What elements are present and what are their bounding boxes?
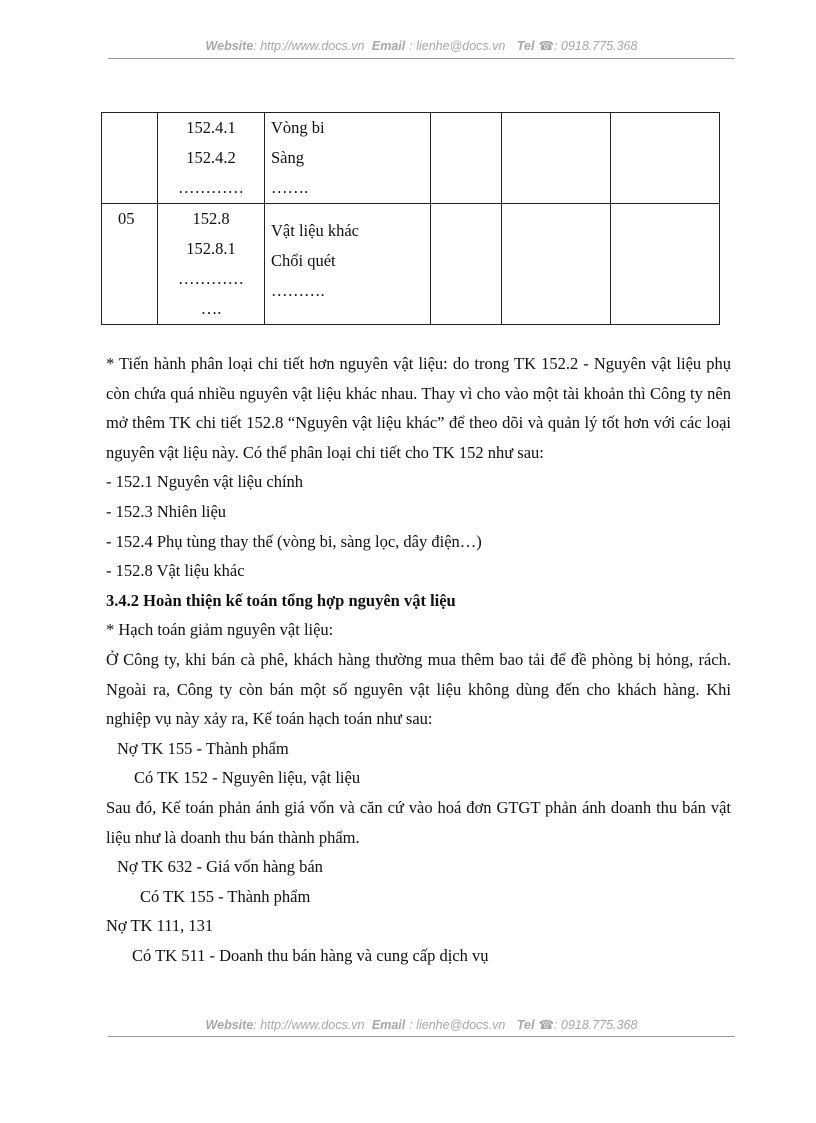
name-cell [265, 204, 431, 325]
name-line: Chổi quét [271, 251, 336, 270]
header-tel-label: Tel [516, 39, 535, 53]
name-line: Sàng [271, 148, 304, 167]
header-website-label: Website [205, 39, 254, 53]
empty-cell [611, 204, 720, 325]
account-table [101, 112, 720, 325]
footer-website-value: : http://www.docs.vn [253, 1018, 365, 1032]
name-cell [265, 113, 431, 204]
stt-cell [102, 113, 158, 204]
header-email-label: Email [371, 39, 406, 53]
footer-email-value: : lienhe@docs.vn [409, 1018, 506, 1032]
empty-cell [611, 113, 720, 204]
empty-cell [502, 113, 611, 204]
name-line: ……. [271, 178, 309, 197]
name-line: Vòng bi [271, 118, 325, 137]
journal-entry: Có TK 511 - Doanh thu bán hàng và cung cấp dịch vụ [132, 945, 489, 965]
list-item: - 152.3 Nhiên liệu [106, 501, 227, 521]
paragraph: Ở Công ty, khi bán cà phê, khách hàng thường mua thêm bao tải để đề phòng bị hỏng, rách. Ngoài ra, Công ty còn bán một số nguyên vật liệu không dùng đến cho khách hàng. Khi nghiệp vụ này xảy ra, Kế toán hạch toán như sau: [106, 649, 731, 729]
header-divider [108, 58, 735, 59]
header-website-value: : http://www.docs.vn [253, 39, 365, 53]
empty-cell [431, 204, 502, 325]
code-line: 152.4.1 [186, 118, 236, 137]
journal-entry: Nợ TK 155 - Thành phẩm [117, 738, 289, 758]
name-spacer [271, 208, 430, 216]
journal-entry: Nợ TK 632 - Giá vốn hàng bán [117, 857, 323, 877]
page-header [108, 38, 735, 53]
footer-divider [108, 1036, 735, 1037]
paragraph: Sau đó, Kế toán phản ánh giá vốn và căn cứ vào hoá đơn GTGT phản ánh doanh thu bán vật liệu như là doanh thu bán thành phẩm. [106, 797, 731, 847]
table-row [102, 113, 720, 204]
footer-email-label: Email [371, 1018, 406, 1032]
journal-entry: Có TK 155 - Thành phẩm [140, 886, 311, 906]
code-line: 152.4.2 [186, 148, 236, 167]
footer-tel-value: : 0918.775.368 [554, 1018, 638, 1032]
paragraph: * Tiến hành phân loại chi tiết hơn nguyên vật liệu: do trong TK 152.2 - Nguyên vật liệu phụ còn chứa quá nhiều nguyên vật liệu khác nhau. Thay vì cho vào một tài khoản thì Công ty nên mở thêm TK chi tiết 152.8 “Nguyên vật liệu khác” để theo dõi và quản lý tốt hơn với các loại nguyên vật liệu này. Có thể phân loại chi tiết cho TK 152 như sau: [106, 354, 731, 462]
list-item: - 152.4 Phụ tùng thay thế (vòng bi, sàng lọc, dây điện…) [106, 531, 482, 551]
list-item: - 152.1 Nguyên vật liệu chính [106, 472, 304, 492]
code-cell [158, 204, 265, 325]
journal-entry: Nợ TK 111, 131 [106, 916, 214, 936]
phone-icon: ☎ [538, 39, 555, 53]
document-body [106, 349, 731, 970]
code-line: ………… [178, 178, 244, 197]
sub-heading: * Hạch toán giảm nguyên vật liệu: [106, 620, 334, 640]
empty-cell [502, 204, 611, 325]
footer-tel-label: Tel [516, 1018, 535, 1032]
list-item: - 152.8 Vật liệu khác [106, 561, 245, 581]
code-cell [158, 113, 265, 204]
journal-entry: Có TK 152 - Nguyên liệu, vật liệu [134, 768, 361, 788]
page-footer [108, 1017, 735, 1032]
name-line: ………. [271, 281, 325, 300]
header-email-value: : lienhe@docs.vn [409, 39, 506, 53]
empty-cell [431, 113, 502, 204]
table-row [102, 204, 720, 325]
section-heading: 3.4.2 Hoàn thiện kế toán tổng hợp nguyên vật liệu [106, 590, 456, 610]
phone-icon: ☎ [538, 1018, 555, 1032]
code-line: …. [200, 299, 222, 318]
name-line: Vật liệu khác [271, 221, 359, 240]
code-line: 152.8.1 [186, 239, 236, 258]
stt-cell: 05 [102, 204, 158, 325]
code-line: ………… [178, 269, 244, 288]
header-tel-value: : 0918.775.368 [554, 39, 638, 53]
code-line: 152.8 [192, 209, 230, 228]
footer-website-label: Website [205, 1018, 254, 1032]
